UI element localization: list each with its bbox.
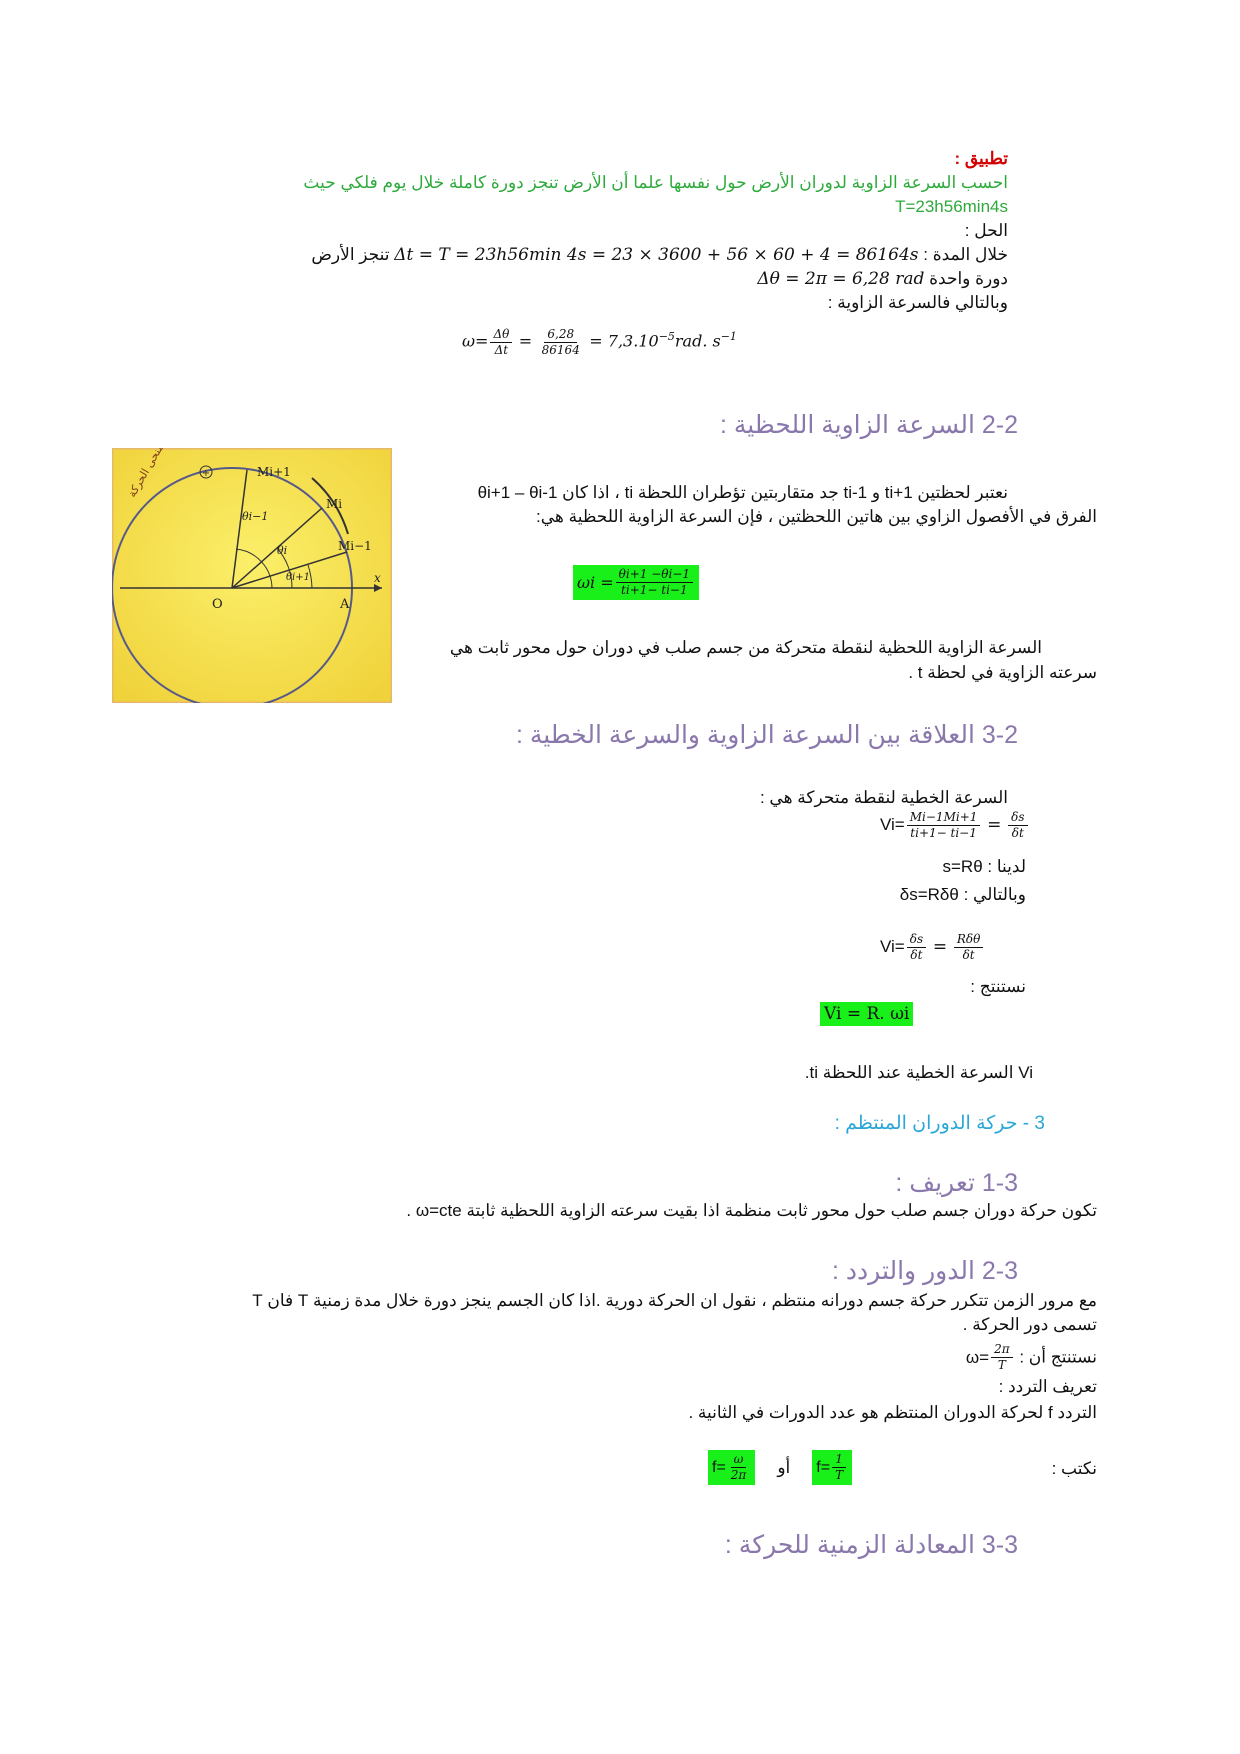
vi2-lhs: Vi= [880,936,905,956]
rotation-equation: Δθ = 2π = 6,28 rad [757,269,925,289]
or-word: أو [777,1457,791,1477]
problem-statement: احسب السرعة الزاوية لدوران الأرض حول نفسها علما أن الأرض تنجز دورة كاملة خلال يوم فلكي حيث [303,173,1008,192]
fraction-num: δs [1008,810,1027,826]
f1-fraction [832,1452,846,1483]
period-line2: تسمى دور الحركة . [962,1315,1097,1334]
s-equation: s=Rθ [942,857,983,876]
omega-value: = 7,3.10 [589,331,659,351]
omega-conclude-label: نستنتج أن : [1019,1347,1097,1367]
fraction-den: ti+1− ti−1 [910,826,977,840]
linear-speed-intro: السرعة الخطية لنقطة متحركة هي : [759,788,1008,807]
omega-period-line [966,1342,1097,1373]
section-3-heading: 3 - حركة الدوران المنتظم : [834,1113,1045,1134]
uniform-rotation-definition: تكون حركة دوران جسم صلب حول محور ثابت منظمة اذا بقيت سرعته الزاوية اللحظية ثابتة ω=cte . [406,1201,1097,1220]
fraction-den: δt [1011,826,1024,840]
vi2-fraction [907,932,926,963]
fraction-num: Δθ [490,327,512,343]
thus-label: وبالتالي : [963,885,1026,904]
label-o: O [212,597,223,612]
label-x: x [374,571,381,585]
fraction-den: 2π [730,1468,747,1482]
rotation-prefix: دورة واحدة [929,269,1008,288]
formula-highlight [573,565,699,600]
linear-speed-note: Vi السرعة الخطية عند اللحظة ti. [804,1063,1033,1082]
vi-definition-formula [880,810,1030,841]
vi-result: Vi = R. ωi [820,1002,913,1026]
duration-prefix: خلال المدة : [923,245,1008,264]
fraction-den: Δt [494,342,509,357]
section-2-2-heading: 2-2 السرعة الزاوية اللحظية : [719,411,1018,439]
conclude-label: نستنتج : [970,977,1026,996]
vi-eq: = [987,814,1002,835]
plus-sign: + [201,468,211,479]
fraction-num: Mi−1Mi+1 [907,810,981,826]
fraction-num: 1 [832,1452,846,1468]
section-2-2-para-line2: الفرق في الأفصول الزاوي بين هاتين اللحظتين ، فإن السرعة الزاوية اللحظية هي: [536,507,1097,526]
fraction-delta [490,327,512,358]
omega-result-formula: ω= $\frac{\Delta\theta}{\Delta t}$ = $\frac{6,28}{86164}$ = $7,3.10^{-5}rad$. $s^{-1}$ [462,326,737,357]
rotation-line [757,268,1008,290]
duration-equation: Δt = T = 23h56min 4s = 23 × 3600 + 56 × 60 + 4 = 86164s [394,245,919,265]
label-theta-next: θi+1 [286,572,310,583]
formula-fraction [616,567,693,598]
vi-derivation-formula: Vi= $\frac{\delta s}{\delta t}$ = $\frac{\text{Rδθ}}{\delta t}$ [880,932,985,963]
fraction-den: T [835,1468,844,1482]
vi-fraction [907,810,981,841]
section-3-2b-heading: 2-3 الدور والتردد : [832,1257,1018,1285]
fraction-num: θi+1 −θi−1 [616,567,693,583]
rotation-figure [112,448,392,703]
definition-line2: سرعته الزاوية في لحظة t . [908,663,1097,682]
ds-equation: δs=Rδθ [899,885,959,904]
fraction-num: ω [731,1452,747,1468]
fraction-num: δs [907,932,926,948]
frequency-omega-formula [708,1450,755,1485]
omega-unit: rad. s [674,331,721,351]
vi-result-formula [820,1004,913,1024]
fraction-num: Rδθ [954,932,983,948]
frequency-period-formula [812,1450,852,1485]
omega-lhs: ω= [965,1347,990,1367]
rotation-diagram [112,448,392,703]
vi-fraction-2 [1008,810,1027,841]
we-write-label: نكتب : [1051,1459,1097,1478]
f2-fraction [728,1452,750,1483]
problem-period: T=23h56min4s [895,197,1008,216]
frequency-formulas [708,1450,852,1485]
fraction-values [539,327,583,358]
label-orientation: منحى الحركة [125,448,167,500]
fraction-den: 86164 [541,342,580,357]
label-m-prev: Mi−1 [338,539,372,553]
vi-lhs: Vi= [880,814,905,834]
we-have-line [943,856,1027,878]
we-have-label: لدينا : [987,857,1026,876]
fraction-den: T [997,1358,1006,1372]
figure-background [112,448,392,703]
label-theta-i: θi [277,544,288,557]
thus-line [900,884,1026,906]
omega-period-formula [966,1342,1015,1373]
label-a: A [340,597,350,612]
application-title: تطبيق : [954,149,1008,168]
fraction-den: δt [962,948,975,962]
section-3-3-heading: 3-3 المعادلة الزمنية للحركة : [724,1531,1018,1559]
frequency-definition-label: تعريف التردد : [998,1377,1097,1396]
period-line1: مع مرور الزمن تتكرر حركة جسم دورانه منتظم ، نقول ان الحركة دورية .اذا كان الجسم ينجز دورة خلال مدة زمنية T فان T [252,1291,1097,1310]
vi2-fraction-2 [954,932,983,963]
section-3-2-heading: 3-2 العلاقة بين السرعة الزاوية والسرعة الخطية : [515,721,1018,749]
omega-fraction [991,1342,1013,1373]
section-3-1-heading: 1-3 تعريف : [895,1169,1018,1197]
fraction-den: ti+1− ti−1 [621,583,688,597]
definition-line1: السرعة الزاوية اللحظية لنقطة متحركة من جسم صلب في دوران حول محور ثابت هي [449,638,1042,657]
fraction-den: δt [910,948,923,962]
f2-lhs: f= [712,1458,726,1476]
solution-label: الحل : [964,221,1008,240]
section-2-2-para-line1: نعتبر لحظتين ti+1 و ti-1 جد متقاربتين تؤطران اللحظة ti ، اذا كان θi+1 – θi-1 [477,483,1008,502]
duration-line [311,244,1008,266]
therefore-text: وبالتالي فالسرعة الزاوية : [827,293,1008,312]
omega-exponent: −5 [658,330,675,343]
formula-lhs: ωi = [577,573,614,592]
f1-lhs: f= [816,1458,831,1476]
fraction-num: 2π [991,1342,1013,1358]
label-m-i: Mi [326,497,343,511]
omega-unit-exponent: −1 [720,330,737,343]
fraction-num: 6,28 [544,327,577,343]
frequency-definition: التردد f لحركة الدوران المنتظم هو عدد الدورات في الثانية . [688,1403,1097,1422]
instant-angular-velocity-formula [573,565,699,600]
duration-suffix: تنجز الأرض [311,245,390,264]
label-theta-prev: θi−1 [242,510,269,523]
label-m-next: Mi+1 [257,465,291,479]
omega-lhs: ω= [462,331,489,351]
